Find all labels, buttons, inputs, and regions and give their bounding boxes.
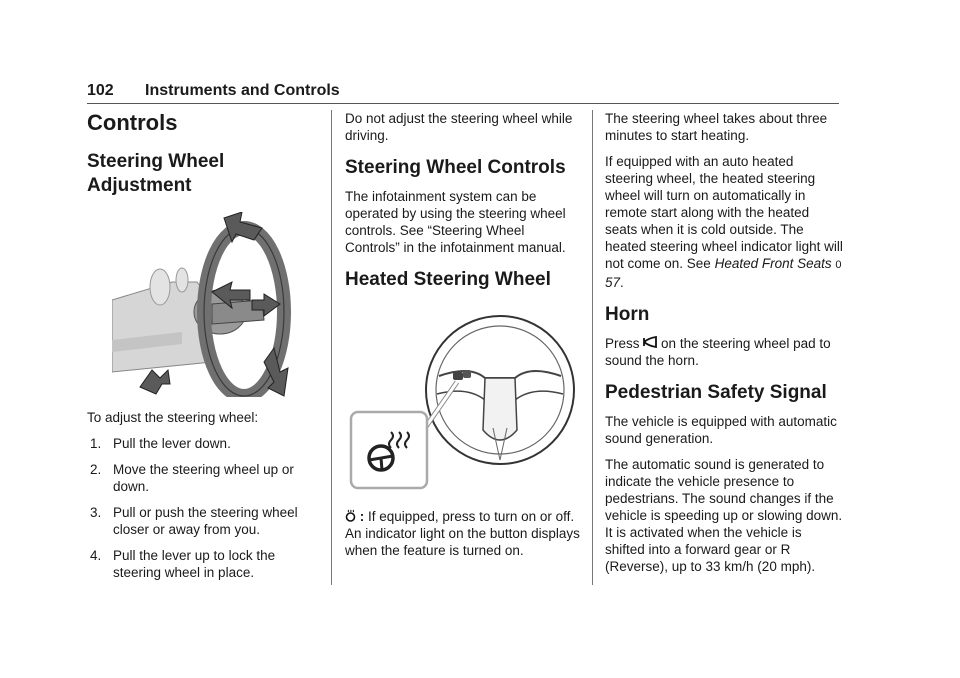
heated-wheel-description [345,508,580,559]
heading-horn: Horn [605,304,650,325]
heading-controls: Controls [87,110,178,135]
column-3 [605,110,845,584]
step-number: 2. [90,462,102,477]
page-ref-number[interactable]: 57 [605,275,621,290]
no-adjust-warning: Do not adjust the steering wheel while driving. [345,111,573,143]
page-number: 102 [87,82,114,99]
auto-heat-text [605,153,845,291]
heated-wheel-illustration [345,310,580,500]
step-text: Pull the lever up to lock the steering wheel in place. [113,548,276,580]
heated-steering-wheel-icon [345,509,356,522]
heated-steering-wheel-illustration-icon [345,310,580,500]
step-text: Pull the lever down. [113,436,231,451]
horn-icon [643,336,657,348]
steering-adjust-illustration [112,212,317,397]
sentence-end: . [620,275,624,290]
heading-steering-wheel-adjustment: Steering Wheel Adjustment [87,151,225,196]
step-number: 3. [90,505,102,520]
list-item [87,504,319,538]
list-item [87,435,319,452]
heated-wheel-text: If equipped, press to turn on or off. An indicator light on the button displays when the feature is turned on. [345,509,580,558]
pedestrian-signal-text-2: The automatic sound is generated to indicate the vehicle presence to pedestrians. The sound changes if the vehicle is speeding up or slowing down. It is activated when the vehicle is shifted into a forward gear or R (Reverse), up to 33 km/h (20 mph). [605,457,843,574]
section-title: Instruments and Controls [145,82,340,99]
steering-adjust-intro: To adjust the steering wheel: [87,410,259,425]
horn-pre: Press [605,336,640,351]
auto-heat-body: If equipped with an auto heated steering wheel, the heated steering wheel will turn on automatically in remote start along with the heated seats when it is cold outside. The heated steering wheel indicator light will not come on. See [605,154,843,271]
steering-controls-text: The infotainment system can be operated by using the steering wheel controls. See “Steering Wheel Controls” in the infotainment manual. [345,189,566,255]
steering-adjust-steps [87,435,319,581]
step-text: Pull or push the steering wheel closer or away from you. [113,505,298,537]
horn-post: on the steering wheel pad to sound the horn. [605,336,831,368]
step-text: Move the steering wheel up or down. [113,462,294,494]
horn-text [605,335,845,369]
page-ref-symbol: 0 [835,259,842,271]
pedestrian-signal-text-1: The vehicle is equipped with automatic sound generation. [605,414,837,446]
column-2 [345,110,580,568]
column-1 [87,110,319,590]
column-divider [592,110,593,585]
step-number: 4. [90,548,102,563]
list-item [87,461,319,495]
column-divider [331,110,332,585]
icon-label-colon: : [359,509,365,524]
heated-seats-link[interactable]: Heated Front Seats [714,256,832,271]
heating-time-text: The steering wheel takes about three minutes to start heating. [605,111,828,143]
heading-pedestrian-safety-signal: Pedestrian Safety Signal [605,382,827,403]
step-number: 1. [90,436,102,451]
page-header [87,82,839,104]
header-rule [87,103,839,104]
steering-wheel-adjustment-illustration-icon [112,212,317,397]
list-item [87,547,319,581]
heading-heated-steering-wheel: Heated Steering Wheel [345,269,551,290]
heading-steering-wheel-controls: Steering Wheel Controls [345,157,566,178]
